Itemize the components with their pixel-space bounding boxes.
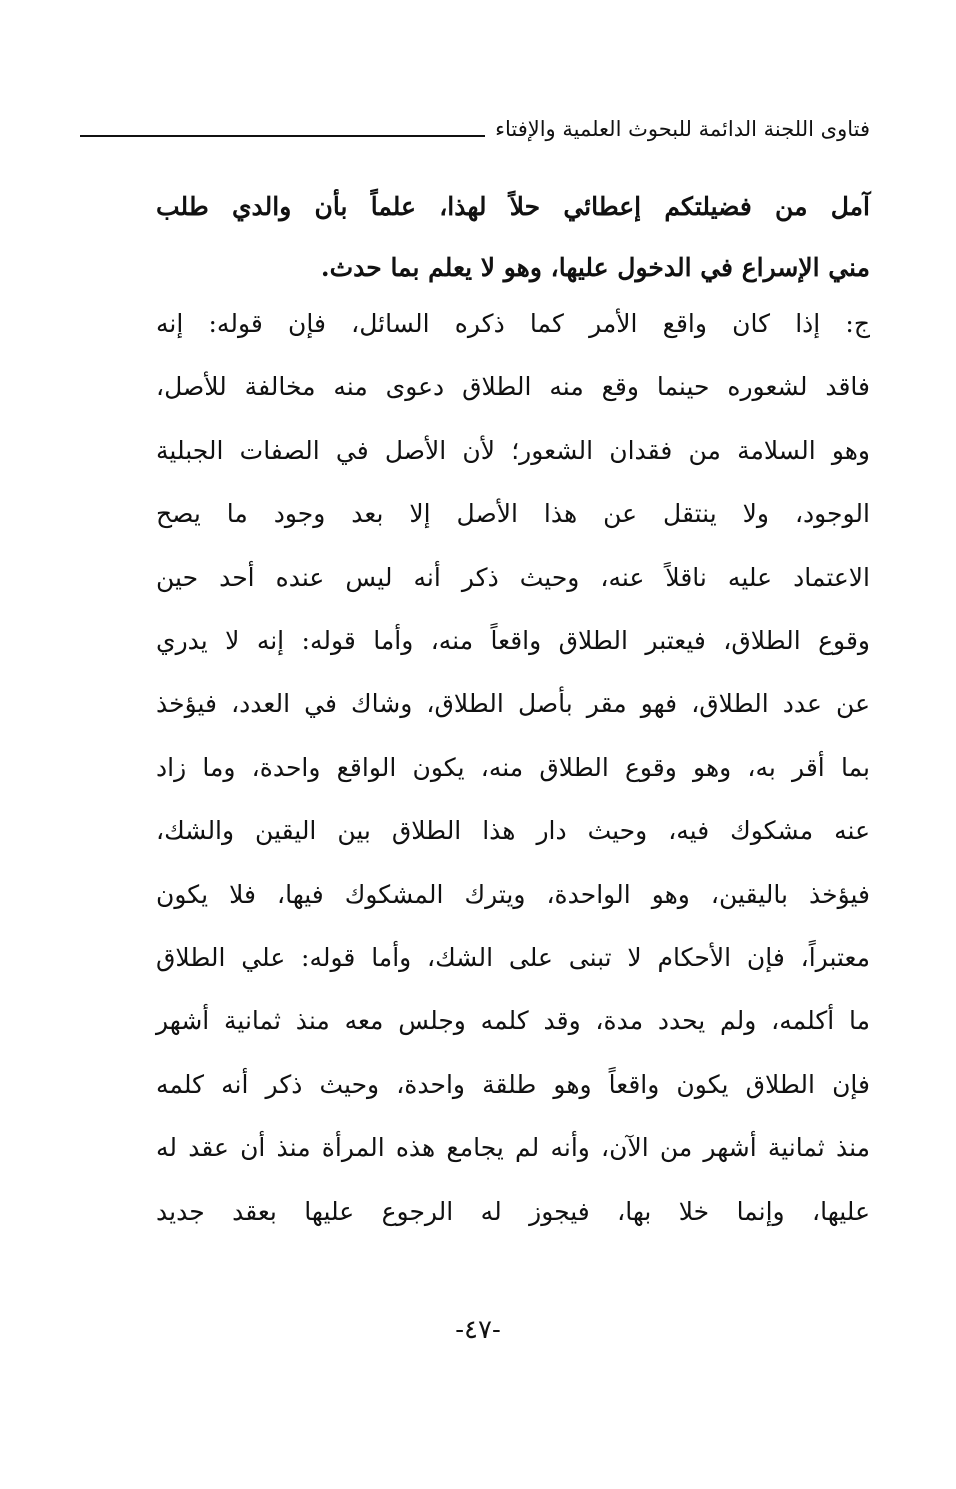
answer-line: فإن الطلاق يكون واقعاً وهو طلقة واحدة، وحيث ذكر أنه كلمه <box>156 1069 870 1099</box>
question-line: مني الإسراع في الدخول عليها، وهو لا يعلم بما حدث. <box>320 253 870 282</box>
answer-line: الوجود، ولا ينتقل عن هذا الأصل إلا بعد وجود ما يصح <box>156 499 870 529</box>
answer-line: فيؤخذ باليقين، وهو الواحدة، ويترك المشكوك فيها، فلا يكون <box>156 879 870 909</box>
answer-text <box>156 292 870 1243</box>
question-text <box>156 176 870 298</box>
question-line: آمل من فضيلتكم إعطائي حلاً لهذا، علماً بأن والدي طلب <box>156 192 870 221</box>
running-header <box>80 112 870 146</box>
answer-line: وهو السلامة من فقدان الشعور؛ لأن الأصل في الصفات الجبلية <box>156 435 870 465</box>
running-header-title: فتاوى اللجنة الدائمة للبحوث العلمية والإفتاء <box>495 116 870 141</box>
answer-line: عليها، وإنما خلا بها، فيجوز له الرجوع عليها بعقد جديد <box>156 1196 870 1226</box>
header-rule <box>80 135 485 137</box>
answer-line: الاعتماد عليه ناقلاً عنه، وحيث ذكر أنه ليس عنده أحد حين <box>156 562 870 592</box>
answer-line: ج: إذا كان واقع الأمر كما ذكره السائل، فإن قوله: إنه <box>156 309 870 338</box>
answer-line: ما أكلمه، ولم يحدد مدة، وقد كلمه وجلس معه منذ ثمانية أشهر <box>156 1006 870 1036</box>
answer-line: فاقد لشعوره حينما وقع منه الطلاق دعوى منه مخالفة للأصل، <box>156 372 870 402</box>
answer-line: منذ ثمانية أشهر من الآن، وأنه لم يجامع هذه المرأة منذ أن عقد له <box>156 1133 870 1163</box>
answer-line: معتبراً، فإن الأحكام لا تبنى على الشك، وأما قوله: علي الطلاق <box>156 943 870 973</box>
answer-line: عن عدد الطلاق، فهو مقر بأصل الطلاق، وشاك في العدد، فيؤخذ <box>156 689 870 719</box>
answer-line: بما أقر به، وهو وقوع الطلاق منه، يكون الواقع واحدة، وما زاد <box>156 752 870 782</box>
answer-line: وقوع الطلاق، فيعتبر الطلاق واقعاً منه، وأما قوله: إنه لا يدري <box>156 626 870 656</box>
answer-line: عنه مشكوك فيه، وحيث دار هذا الطلاق بين اليقين والشك، <box>156 816 870 846</box>
page-number: -٤٧- <box>455 1315 501 1345</box>
